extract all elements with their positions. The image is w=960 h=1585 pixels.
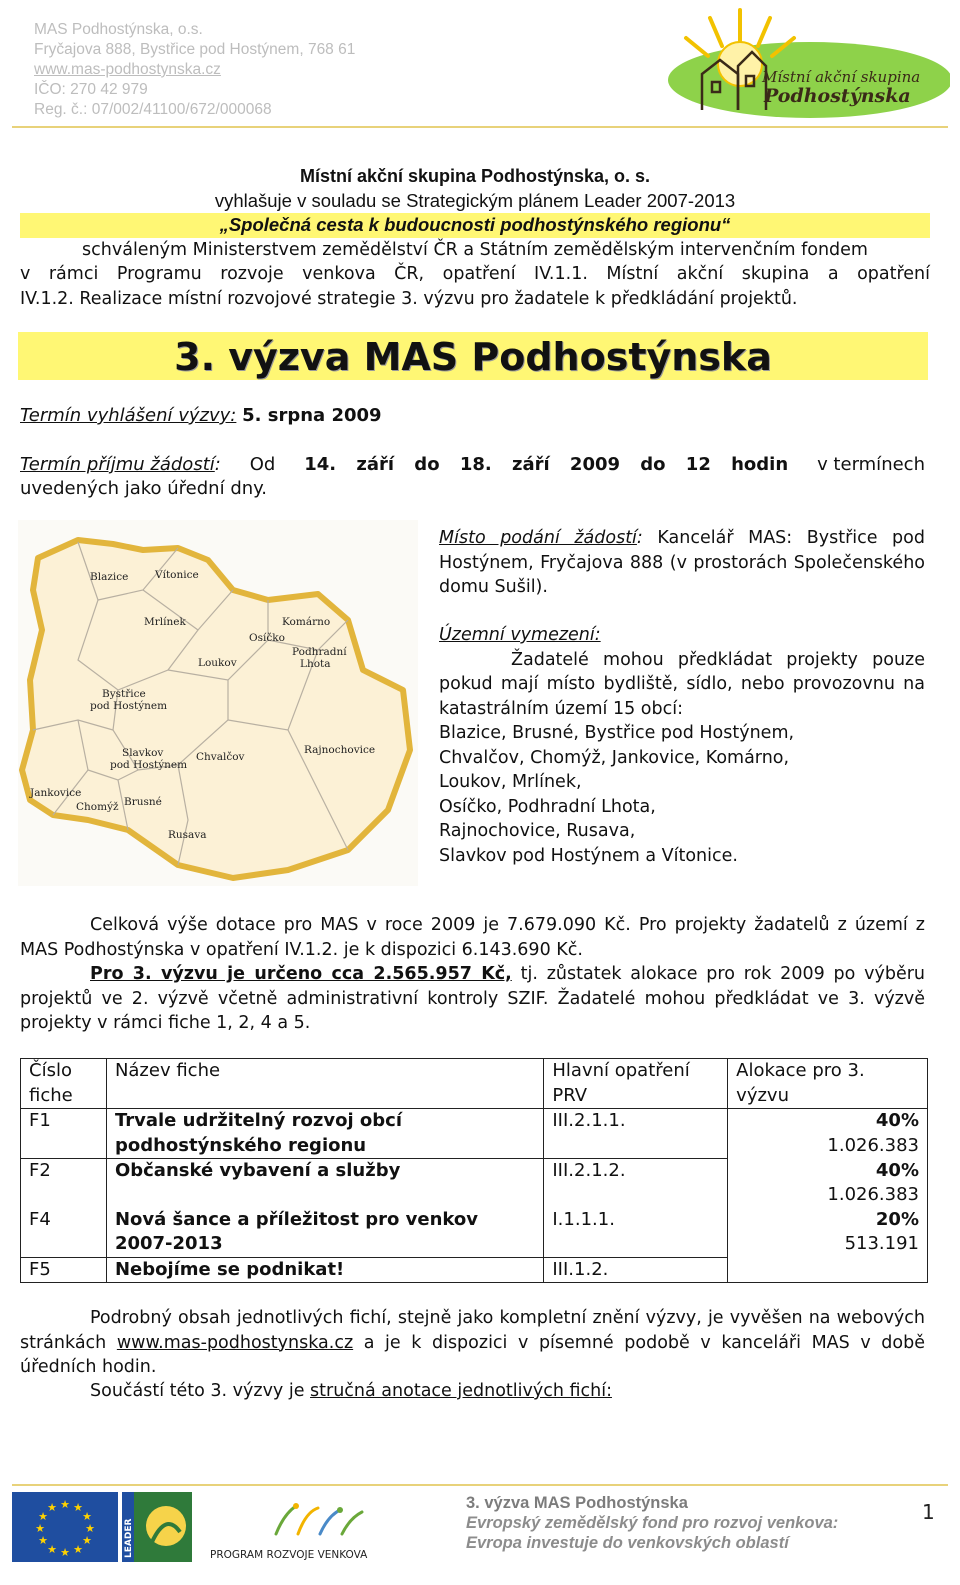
map-label: Bystřice	[102, 688, 146, 700]
fiche-measure: III.1.2.	[544, 1257, 728, 1283]
territory-town-line: Blazice, Brusné, Bystřice pod Hostýnem,	[439, 723, 795, 743]
term-intake: Termín příjmu žádostí: Od 14. září do 18. září 2009 do 12 hodin v termínech uvedených jako úřední dny.	[20, 454, 925, 499]
fiche-measure: I.1.1.1.	[544, 1208, 728, 1258]
fiche-allocation-pct: 40%	[875, 1110, 919, 1131]
prv-label: PROGRAM ROZVOJE VENKOVA	[210, 1549, 368, 1561]
org-ico: IČO: 270 42 979	[34, 81, 148, 98]
table-row	[21, 1109, 928, 1159]
svg-text:★: ★	[47, 1543, 57, 1556]
banner-title: 3. výzva MAS Podhostýnska	[174, 335, 772, 379]
map-label: Mrlínek	[144, 616, 186, 628]
territory-town-line: Chvalčov, Chomýž, Jankovice, Komárno,	[439, 747, 790, 768]
map-label: pod Hostýnem	[90, 700, 168, 712]
org-reg-no: Reg. č.: 07/002/41100/672/000068	[34, 101, 272, 118]
map-label: Osíčko	[249, 632, 285, 644]
map-label: Chvalčov	[196, 751, 245, 763]
intro-announce: vyhlašuje v souladu se Strategickým plánem Leader 2007-2013	[214, 189, 736, 211]
map-label: Rusava	[168, 829, 207, 841]
table-row	[21, 1208, 928, 1258]
closing-annex: Součástí této 3. výzvy je stručná anotace jednotlivých fichí:	[90, 1381, 612, 1401]
org-name: MAS Podhostýnska, o.s.	[34, 21, 203, 38]
prv-logo	[206, 1494, 386, 1564]
table-header-row	[21, 1059, 928, 1109]
svg-text:★: ★	[38, 1534, 48, 1547]
intro-approved: schváleným Ministerstvem zemědělství ČR a Státním zemědělským intervenčním fondem	[82, 239, 868, 260]
territory-town-line: Slavkov pod Hostýnem a Vítonice.	[439, 845, 738, 866]
term-intake-value: 14. září do 18. září 2009 do 12 hodin	[304, 454, 789, 475]
table-row	[21, 1159, 928, 1208]
fiche-allocation-amount: 513.191	[844, 1233, 919, 1254]
logo-text-1: Místní akční skupina	[762, 68, 921, 86]
table-header: Název fiche	[106, 1059, 543, 1109]
svg-text:★: ★	[60, 1546, 70, 1559]
submission-place-label: Místo podání žádostí	[439, 528, 637, 548]
svg-text:★: ★	[82, 1534, 92, 1547]
map-label: Chomýž	[76, 801, 119, 813]
footer-fund: Evropský zemědělský fond pro rozvoj venkova:	[466, 1514, 839, 1532]
fiche-number: F5	[21, 1257, 107, 1283]
footer-divider	[12, 1484, 948, 1486]
header-info	[34, 20, 355, 120]
term-announce-value: 5. srpna 2009	[242, 405, 382, 426]
fiche-allocation-amount: 1.026.383	[827, 1134, 919, 1156]
svg-text:★: ★	[60, 1498, 70, 1511]
intro-org: Místní akční skupina Podhostýnska, o. s.	[299, 166, 651, 186]
submission-place: Místo podání žádostí: Kancelář MAS: Bystřice pod Hostýnem, Fryčajova 888 (v prostorách Společenského domu Sušil).	[439, 528, 925, 597]
intro-measure: IV.1.2. Realizace místní rozvojové strategie 3. výzvu pro žadatele k předkládání projektů.	[20, 288, 798, 309]
table-header: Alokace pro 3. výzvu	[728, 1059, 928, 1109]
territory-label: Územní vymezení:	[439, 625, 601, 645]
fiche-allocation	[728, 1208, 928, 1283]
map-label: Komárno	[282, 616, 331, 628]
org-address: Fryčajova 888, Bystřice pod Hostýnem, 768 61	[34, 41, 356, 58]
header-divider	[12, 126, 948, 128]
eu-flag-icon	[12, 1492, 118, 1562]
map-label: Brusné	[124, 796, 162, 808]
map-label: Loukov	[198, 657, 237, 669]
fiche-allocation-pct: 20%	[875, 1208, 919, 1230]
footer-text	[466, 1493, 838, 1553]
region-map	[18, 520, 418, 886]
fiche-number: F1	[21, 1109, 107, 1159]
fiche-allocation	[728, 1109, 928, 1159]
submission-place-text: Kancelář MAS: Bystřice pod Hostýnem, Fryčajova 888 (v prostorách Společenského domu Sušil).	[439, 528, 925, 597]
map-label: pod Hostýnem	[110, 759, 188, 771]
term-announce	[20, 404, 382, 428]
table-header: Číslo fiche	[21, 1059, 107, 1109]
intro-strategy-name: „Společná cesta k budoucnosti podhostýnského regionu“	[20, 213, 930, 238]
intro	[20, 164, 930, 311]
logo-text-2: Podhostýnska	[764, 85, 911, 107]
leader-label: LEADER	[124, 1518, 134, 1558]
term-intake-label: Termín příjmu žádostí	[20, 454, 215, 475]
website-link[interactable]: www.mas-podhostynska.cz	[34, 61, 221, 78]
table-header: Hlavní opatření PRV	[544, 1059, 728, 1109]
fiche-table	[20, 1058, 928, 1283]
fiche-number: F4	[21, 1208, 107, 1258]
territory-town-line: Rajnochovice, Rusava,	[439, 821, 636, 841]
term-announce-label: Termín vyhlášení výzvy:	[20, 405, 237, 426]
footer-title: 3. výzva MAS Podhostýnska	[466, 1494, 688, 1512]
fiche-measure: III.2.1.1.	[544, 1109, 728, 1159]
subsidy-call	[20, 962, 925, 1036]
map-label: Podhradní	[292, 646, 347, 658]
leader-logo-icon	[122, 1492, 192, 1562]
territory-town-line: Osíčko, Podhradní Lhota,	[439, 796, 656, 817]
map-label: Slavkov	[122, 747, 164, 759]
fiche-name: Nebojíme se podnikat!	[106, 1257, 543, 1283]
fiche-name: Trvale udržitelný rozvoj obcí podhostýnského regionu	[106, 1109, 543, 1159]
website-link[interactable]: www.mas-podhostynska.cz	[116, 1332, 354, 1353]
svg-text:★: ★	[73, 1501, 83, 1514]
subsidy-call-amount: Pro 3. výzvu je určeno cca 2.565.957 Kč,	[90, 964, 512, 984]
mas-logo	[660, 2, 950, 122]
territory	[439, 623, 925, 868]
svg-text:★: ★	[35, 1522, 45, 1535]
map-label: Blazice	[90, 571, 129, 583]
fiche-measure: III.2.1.2.	[544, 1159, 728, 1208]
intro-program: v rámci Programu rozvoje venkova ČR, opatření IV.1.1. Místní akční skupina a opatření	[20, 264, 930, 284]
closing-info: Podrobný obsah jednotlivých fichí, stejně jako kompletní znění výzvy, je vyvěšen na webových stránkách www.mas-podhostynska.cz a je k dispozici v písemné podobě v kanceláři MAS v době úředních hodin.	[20, 1308, 925, 1377]
footer-slogan: Evropa investuje do venkovských oblastí	[466, 1534, 789, 1552]
page-number: 1	[922, 1500, 935, 1524]
fiche-name: Občanské vybavení a služby	[106, 1159, 543, 1208]
fiche-name: Nová šance a příležitost pro venkov 2007-2013	[106, 1208, 543, 1258]
subsidy-call-rest: tj. zůstatek alokace pro rok 2009 po výběru projektů ve 2. výzvě včetně administrativní kontroly SZIF. Žadatelé mohou předkládat ve 3. výzvě projekty v rámci fiche 1, 2, 4 a 5.	[20, 964, 926, 1033]
svg-text:★: ★	[85, 1522, 95, 1535]
svg-text:★: ★	[73, 1543, 83, 1556]
map-label: Lhota	[300, 658, 331, 670]
subsidy-total: Celková výše dotace pro MAS v roce 2009 je 7.679.090 Kč. Pro projekty žadatelů z území z MAS Podhostýnska v opatření IV.1.2. je k dispozici 6.143.690 Kč.	[20, 915, 925, 960]
map-label: Jankovice	[30, 787, 82, 799]
map-label: Vítonice	[155, 569, 199, 581]
territory-text: Žadatelé mohou předkládat projekty pouze pokud mají místo bydliště, sídlo, nebo provozovnu na katastrálním území 15 obcí:	[439, 649, 925, 719]
fiche-allocation-amount: 1.026.383	[827, 1184, 919, 1205]
map-label: Rajnochovice	[304, 744, 376, 756]
svg-text:★: ★	[38, 1510, 48, 1523]
annotation-link[interactable]: stručná anotace jednotlivých fichí:	[310, 1381, 612, 1401]
fiche-allocation-pct: 40%	[875, 1159, 919, 1181]
svg-text:★: ★	[47, 1501, 57, 1514]
fiche-allocation	[728, 1159, 928, 1208]
fiche-number: F2	[21, 1159, 107, 1208]
svg-text:★: ★	[82, 1510, 92, 1523]
territory-town-line: Loukov, Mrlínek,	[439, 772, 582, 792]
